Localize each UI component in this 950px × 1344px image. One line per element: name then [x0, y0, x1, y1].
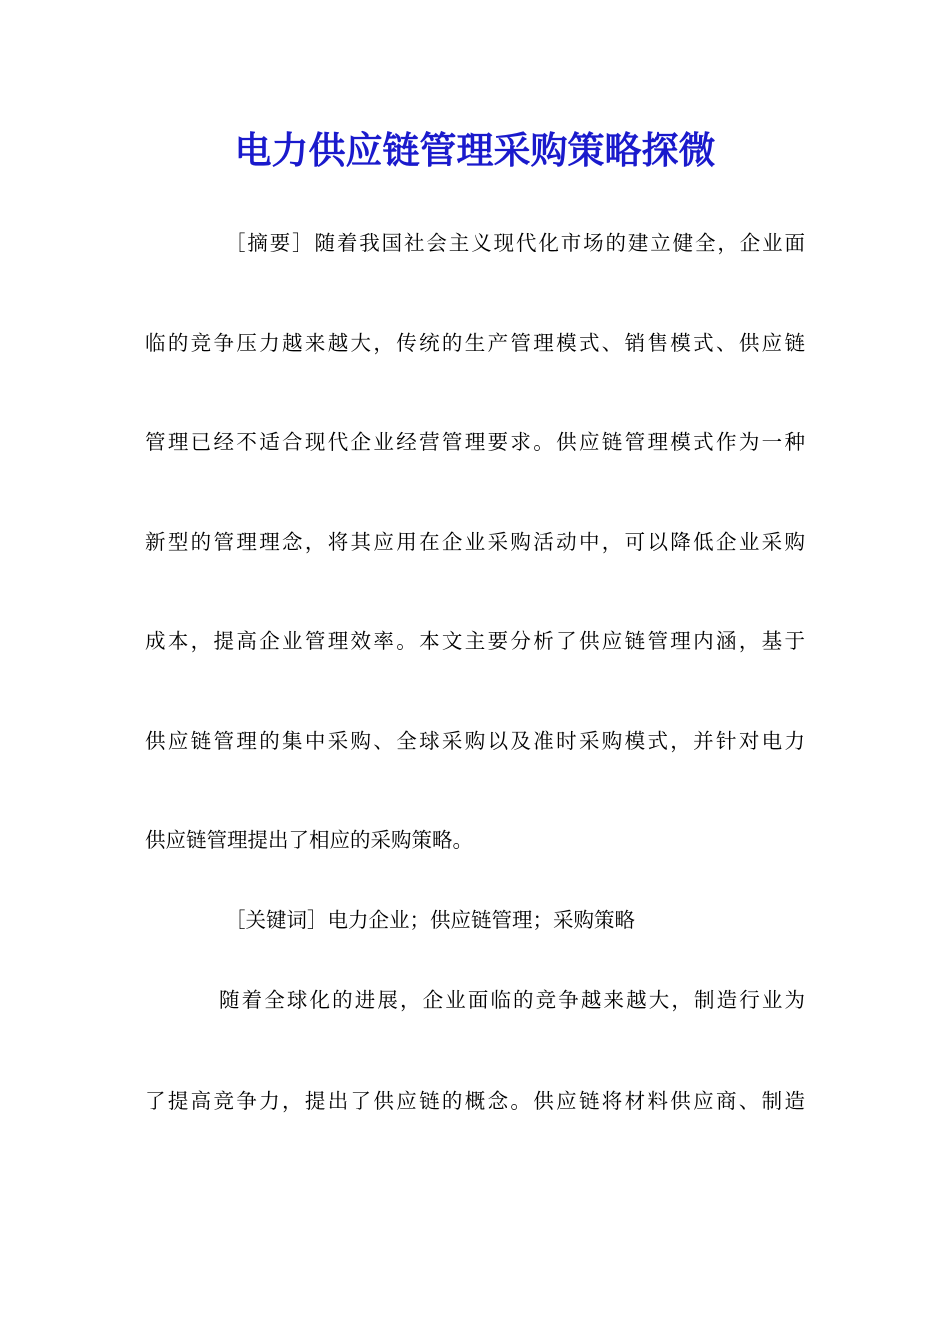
abstract-line-7: 供应链管理提出了相应的采购策略。 — [145, 828, 473, 852]
abstract-line-1: ［摘要］随着我国社会主义现代化市场的建立健全，企业面 — [225, 231, 805, 255]
body-line-2: 了提高竞争力，提出了供应链的概念。供应链将材料供应商、制造 — [145, 1089, 805, 1113]
abstract-line-5: 成本，提高企业管理效率。本文主要分析了供应链管理内涵，基于 — [145, 629, 805, 653]
document-title: 电力供应链管理采购策略探微 — [234, 128, 716, 172]
abstract-line-6: 供应链管理的集中采购、全球采购以及准时采购模式，并针对电力 — [145, 729, 805, 753]
abstract-line-3: 管理已经不适合现代企业经营管理要求。供应链管理模式作为一种 — [145, 430, 805, 454]
body-line-1: 随着全球化的进展，企业面临的竞争越来越大，制造行业为 — [219, 988, 805, 1012]
keywords-line: ［关键词］电力企业；供应链管理；采购策略 — [225, 908, 635, 932]
abstract-line-4: 新型的管理理念，将其应用在企业采购活动中，可以降低企业采购 — [145, 530, 805, 554]
abstract-line-2: 临的竞争压力越来越大，传统的生产管理模式、销售模式、供应链 — [145, 331, 805, 355]
